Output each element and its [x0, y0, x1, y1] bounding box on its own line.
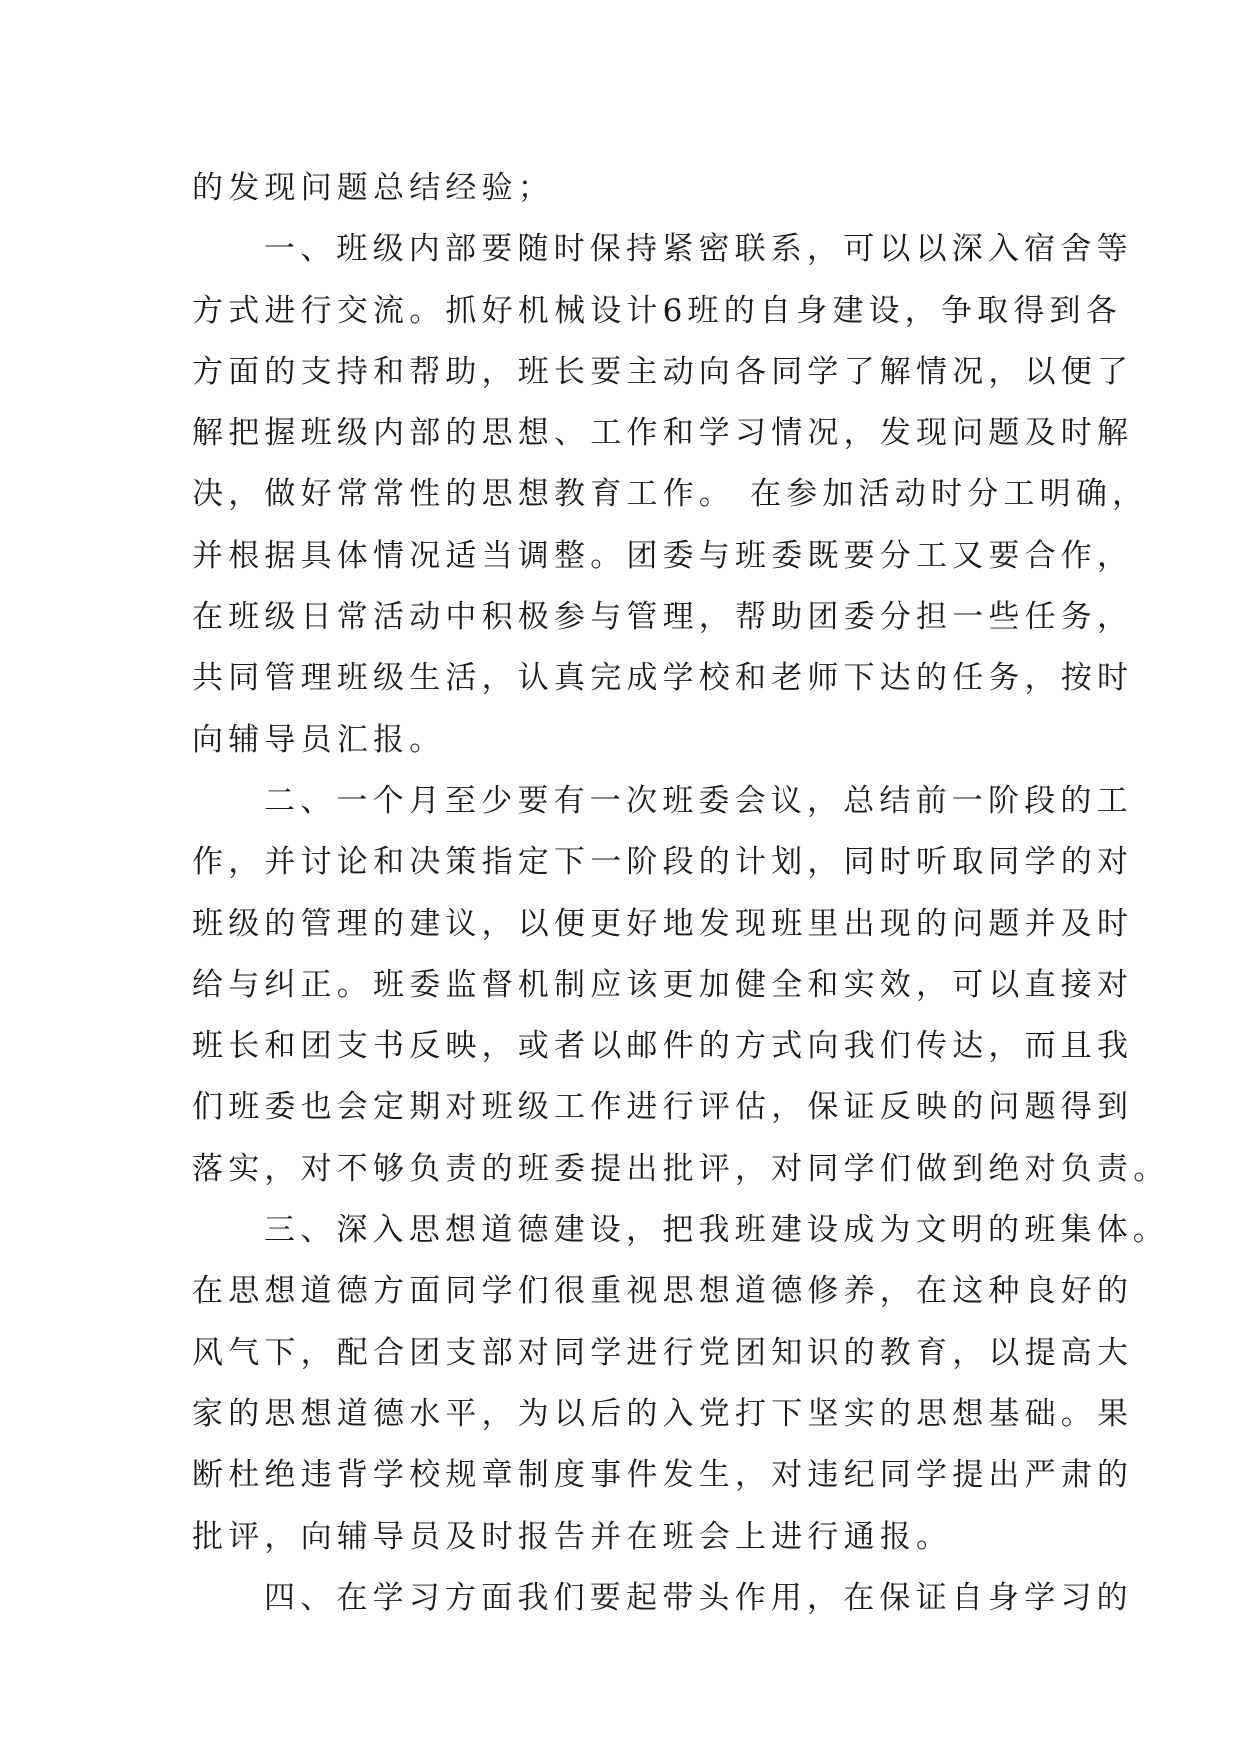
text-line: 风气下，配合团支部对同学进行党团知识的教育，以提高大 [192, 1334, 1134, 1371]
text-line: 作，并讨论和决策指定下一阶段的计划，同时听取同学的对 [192, 844, 1134, 881]
text-line: 向辅导员汇报。 [192, 721, 446, 758]
text-line: 断杜绝违背学校规章制度事件发生，对违纪同学提出严肃的 [192, 1457, 1134, 1494]
text-line: 决，做好常常性的思想教育工作。 在参加活动时分工明确， [192, 476, 1149, 513]
paragraph-four-start: 四、在学习方面我们要起带头作用，在保证自身学习的 [264, 1579, 1133, 1616]
body-text [192, 158, 1170, 1629]
paragraph-two-start: 二、一个月至少要有一次班委会议，总结前一阶段的工 [264, 782, 1133, 819]
text-line: 班级的管理的建议，以便更好地发现班里出现的问题并及时 [192, 905, 1134, 942]
text-line: 在思想道德方面同学们很重视思想道德修养，在这种良好的 [192, 1273, 1134, 1310]
text-line: 共同管理班级生活，认真完成学校和老师下达的任务，按时 [192, 660, 1134, 697]
text-line: 给与纠正。班委监督机制应该更加健全和实效，可以直接对 [192, 966, 1134, 1003]
text-line: 的发现问题总结经验； [192, 170, 554, 206]
text-line: 批评，向辅导员及时报告并在班会上进行通报。 [192, 1518, 953, 1555]
paragraph-one-start: 一、班级内部要随时保持紧密联系，可以以深入宿舍等 [264, 231, 1133, 268]
paragraph-three-start: 三、深入思想道德建设，把我班建设成为文明的班集体。 [264, 1212, 1169, 1249]
text-line: 班长和团支书反映，或者以邮件的方式向我们传达，而且我 [192, 1028, 1134, 1065]
text-line: 家的思想道德水平，为以后的入党打下坚实的思想基础。果 [192, 1395, 1134, 1432]
text-line: 落实，对不够负责的班委提出批评，对同学们做到绝对负责。 [192, 1150, 1170, 1187]
text-line: 解把握班级内部的思想、工作和学习情况，发现问题及时解 [192, 415, 1134, 452]
text-line: 方式进行交流。抓好机械设计6班的自身建设，争取得到各 [192, 292, 1122, 329]
text-line: 们班委也会定期对班级工作进行评估，保证反映的问题得到 [192, 1089, 1134, 1126]
text-line: 在班级日常活动中积极参与管理，帮助团委分担一些任务， [192, 599, 1134, 636]
text-line: 并根据具体情况适当调整。团委与班委既要分工又要合作， [192, 537, 1134, 574]
text-line: 方面的支持和帮助，班长要主动向各同学了解情况，以便了 [192, 353, 1134, 390]
